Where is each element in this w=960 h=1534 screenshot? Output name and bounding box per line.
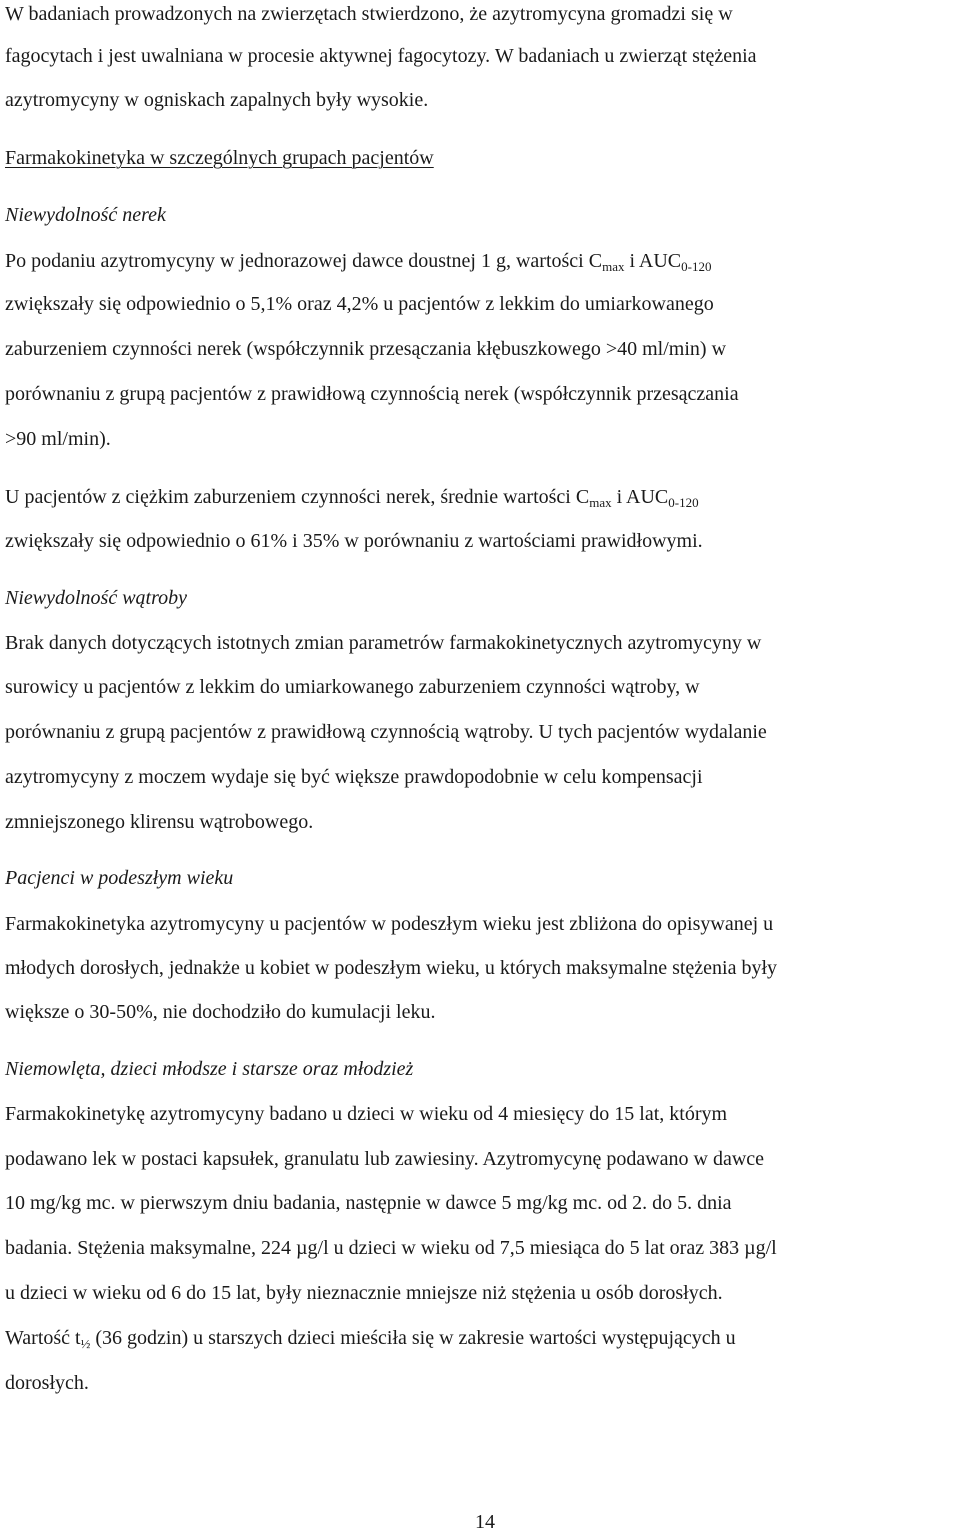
hepatic-line-5: zmniejszonego klirensu wątrobowego. xyxy=(5,811,314,833)
intro-line-1: W badaniach prowadzonych na zwierzętach stwierdzono, że azytromycyna gromadzi się w xyxy=(5,3,733,25)
renal-p1-line-2: zwiększały się odpowiednio o 5,1% oraz 4,2% u pacjentów z lekkim do umiarkowanego xyxy=(5,293,714,315)
renal-p2-line-1: U pacjentów z ciężkim zaburzeniem czynności nerek, średnie wartości $C_{max}$ i $AUC_{0-120}$ xyxy=(5,486,699,510)
elderly-heading: Pacjenci w podeszłym wieku xyxy=(5,867,234,889)
hepatic-line-2: surowicy u pacjentów z lekkim do umiarkowanego zaburzeniem czynności wątroby, w xyxy=(5,676,700,698)
pediatric-line-4: badania. Stężenia maksymalne, 224 µg/l u dzieci w wieku od 7,5 miesiąca do 5 lat oraz 383 µg/l xyxy=(5,1237,777,1259)
intro-line-2: fagocytach i jest uwalniana w procesie aktywnej fagocytozy. W badaniach u zwierząt stężenia xyxy=(5,45,757,67)
renal-p1-line-4: porównaniu z grupą pacjentów z prawidłową czynnością nerek (współczynnik przesączania xyxy=(5,383,739,405)
renal-p1-line-5: >90 ml/min). xyxy=(5,428,111,450)
pediatric-line-3: 10 mg/kg mc. w pierwszym dniu badania, następnie w dawce 5 mg/kg mc. od 2. do 5. dnia xyxy=(5,1192,732,1214)
elderly-line-3: większe o 30-50%, nie dochodziło do kumulacji leku. xyxy=(5,1001,436,1023)
hepatic-line-1: Brak danych dotyczących istotnych zmian parametrów farmakokinetycznych azytromycyny w xyxy=(5,632,762,654)
pediatric-line-2: podawano lek w postaci kapsułek, granulatu lub zawiesiny. Azytromycynę podawano w dawce xyxy=(5,1148,765,1170)
hepatic-heading: Niewydolność wątroby xyxy=(5,587,188,609)
section-heading: Farmakokinetyka w szczególnych grupach pacjentów xyxy=(5,147,434,169)
hepatic-line-4: azytromycyny z moczem wydaje się być większe prawdopodobnie w celu kompensacji xyxy=(5,766,703,788)
renal-p1-line-1: Po podaniu azytromycyny w jednorazowej dawce doustnej 1 g, wartości $C_{max}$ i $AUC_{0-120}$ xyxy=(5,250,712,274)
intro-line-3: azytromycyny w ogniskach zapalnych były wysokie. xyxy=(5,89,429,111)
pediatric-line-6: Wartość $t_{\frac{1}{2}}$ (36 godzin) u starszych dzieci mieściła się w zakresie wartości występujących u xyxy=(5,1327,736,1351)
renal-heading: Niewydolność nerek xyxy=(5,204,166,226)
pediatric-line-7: dorosłych. xyxy=(5,1372,89,1394)
hepatic-line-3: porównaniu z grupą pacjentów z prawidłową czynnością wątroby. U tych pacjentów wydalanie xyxy=(5,721,767,743)
page-number: 14 xyxy=(475,1511,495,1533)
elderly-line-2: młodych dorosłych, jednakże u kobiet w podeszłym wieku, u których maksymalne stężenia były xyxy=(5,957,778,979)
pediatric-heading: Niemowlęta, dzieci młodsze i starsze oraz młodzież xyxy=(5,1058,414,1080)
renal-p2-line-2: zwiększały się odpowiednio o 61% i 35% w porównaniu z wartościami prawidłowymi. xyxy=(5,530,703,552)
elderly-line-1: Farmakokinetyka azytromycyny u pacjentów w podeszłym wieku jest zbliżona do opisywanej u xyxy=(5,913,774,935)
renal-p1-line-3: zaburzeniem czynności nerek (współczynnik przesączania kłębuszkowego >40 ml/min) w xyxy=(5,338,727,360)
pediatric-line-5: u dzieci w wieku od 6 do 15 lat, były nieznacznie mniejsze niż stężenia u osób dorosłych. xyxy=(5,1282,723,1304)
pediatric-line-1: Farmakokinetykę azytromycyny badano u dzieci w wieku od 4 miesięcy do 15 lat, którym xyxy=(5,1103,728,1125)
